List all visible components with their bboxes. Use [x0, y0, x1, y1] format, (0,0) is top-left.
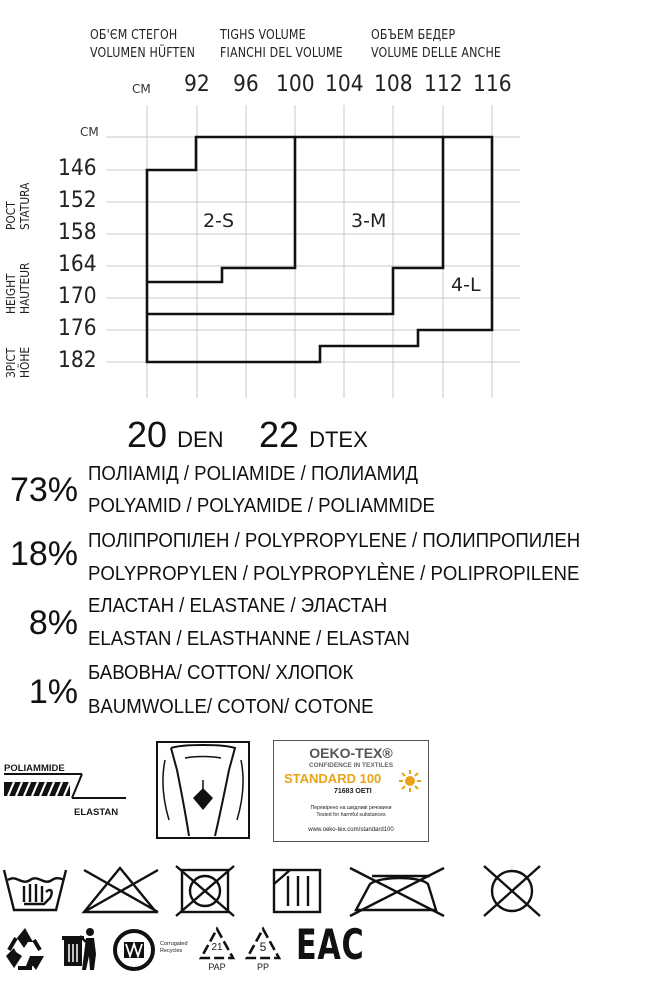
- zone-2s-label: 2-S: [203, 210, 235, 232]
- height-tick-label: 182: [58, 348, 97, 373]
- hip-tick-label: 108: [374, 72, 413, 97]
- composition-line-2a: ПОЛІПРОПІЛЕН / POLYPROPYLENE / ПОЛИПРОПИЛЕН: [88, 530, 581, 552]
- y-label-it: STATURA: [17, 182, 32, 230]
- fiber-top-label: POLIAMMIDE: [4, 763, 65, 774]
- height-tick-label: 176: [58, 316, 97, 341]
- composition-percent-4: 1%: [28, 673, 78, 711]
- fiber-bottom-label: ELASTAN: [74, 807, 119, 818]
- composition-line-2b: POLYPROPYLEN / POLYPROPYLÈNE / POLIPROPILENE: [88, 563, 580, 585]
- composition-line-4b: BAUMWOLLE/ COTON/ COTONE: [88, 696, 374, 718]
- hand-wash-icon: [4, 870, 66, 910]
- oeko-tex-standard: STANDARD 100: [284, 771, 382, 786]
- care-icons-row: [0, 862, 560, 922]
- hips-header-de: VOLUMEN HÜFTEN: [90, 45, 196, 61]
- composition-percent-3: 8%: [28, 604, 78, 642]
- y-label-de: HÖHE: [17, 346, 32, 378]
- hip-tick-label: 116: [473, 72, 512, 97]
- hip-tick-label: 96: [233, 72, 259, 97]
- oeko-tex-tagline: CONFIDENCE IN TEXTILES: [308, 762, 394, 769]
- composition-line-3b: ELASTAN / ELASTHANNE / ELASTAN: [88, 628, 410, 650]
- fiber-yarn-icon: [0, 770, 130, 810]
- composition-line-1a: ПОЛІАМІД / POLIAMIDE / ПОЛИАМИД: [88, 463, 419, 485]
- height-tick-label: 146: [58, 156, 97, 181]
- corrugated-recycle-icon: [112, 928, 156, 972]
- oeko-tex-label: [273, 740, 429, 842]
- composition-line-4a: БАВОВНА/ COTTON/ ХЛОПОК: [88, 662, 354, 684]
- hip-tick-label: 104: [325, 72, 364, 97]
- line-dry-icon: [274, 870, 320, 912]
- oeko-tex-brand: OEKO-TEX®: [309, 745, 393, 761]
- hips-header-ua: ОБ'ЄМ СТЕГОН: [90, 27, 178, 43]
- size-chart: [0, 0, 660, 410]
- height-tick-label: 152: [58, 188, 97, 213]
- oeko-tex-url: www.oeko-tex.com/standard100: [308, 827, 394, 833]
- composition-line-1b: POLYAMID / POLYAMIDE / POLIAMMIDE: [88, 495, 435, 517]
- height-tick-label: 170: [58, 284, 97, 309]
- dtex-value: 22 DTEX: [259, 414, 368, 455]
- oeko-tex-code: 71683 OETI: [334, 788, 372, 795]
- no-dry-clean-icon: [484, 866, 540, 916]
- height-tick-label: 158: [58, 220, 97, 245]
- hips-header-en: TIGHS VOLUME: [220, 27, 306, 43]
- height-unit: СМ: [80, 125, 99, 139]
- y-label-ua: ЗРІСТ: [3, 347, 18, 378]
- composition-line-3a: ЕЛАСТАН / ELASTANE / ЭЛАСТАН: [88, 595, 388, 617]
- sun-icon: [398, 769, 422, 793]
- y-label-en: HEIGHT: [3, 273, 18, 314]
- hips-header-ru: ОБЪЕМ БЕДЕР: [371, 27, 456, 43]
- tights-pictogram-icon: [155, 740, 251, 840]
- recycle-icon: [2, 926, 48, 972]
- zone-4l-label: 4-L: [451, 274, 481, 296]
- composition-percent-1: 73%: [9, 471, 78, 509]
- corrugated-label: Corrugated Recycles: [160, 941, 188, 954]
- zone-3m-label: 3-M: [351, 210, 387, 232]
- zone-4l-outline: [147, 137, 492, 362]
- hip-tick-label: 112: [424, 72, 463, 97]
- den-value: 20 DEN: [127, 414, 224, 455]
- pap-label: PAP: [208, 962, 226, 972]
- no-iron-icon: [350, 868, 444, 916]
- pap-number: 21: [211, 942, 223, 953]
- hips-unit: СМ: [132, 82, 151, 96]
- y-label-ru: РОСТ: [3, 201, 18, 230]
- hip-tick-label: 100: [276, 72, 315, 97]
- height-tick-label: 164: [58, 252, 97, 277]
- no-tumble-dry-icon: [176, 866, 234, 916]
- no-bleach-icon: [84, 868, 158, 912]
- pp-label: PP: [256, 962, 269, 972]
- oeko-tex-note-en: Tested for harmful substances: [316, 812, 386, 818]
- hip-tick-label: 92: [184, 72, 210, 97]
- trash-bin-icon: [58, 924, 100, 974]
- y-label-fr: HAUTEUR: [17, 262, 32, 314]
- composition-percent-2: 18%: [9, 535, 78, 573]
- hips-header-fr: VOLUME DELLE ANCHE: [371, 45, 502, 61]
- hips-header-it: FIANCHI DEL VOLUME: [220, 45, 343, 61]
- eac-mark: EAC: [296, 920, 365, 969]
- oeko-tex-note-ua: Перевірено на шкідливі речовини: [310, 805, 392, 811]
- pp-number: 5: [259, 940, 267, 954]
